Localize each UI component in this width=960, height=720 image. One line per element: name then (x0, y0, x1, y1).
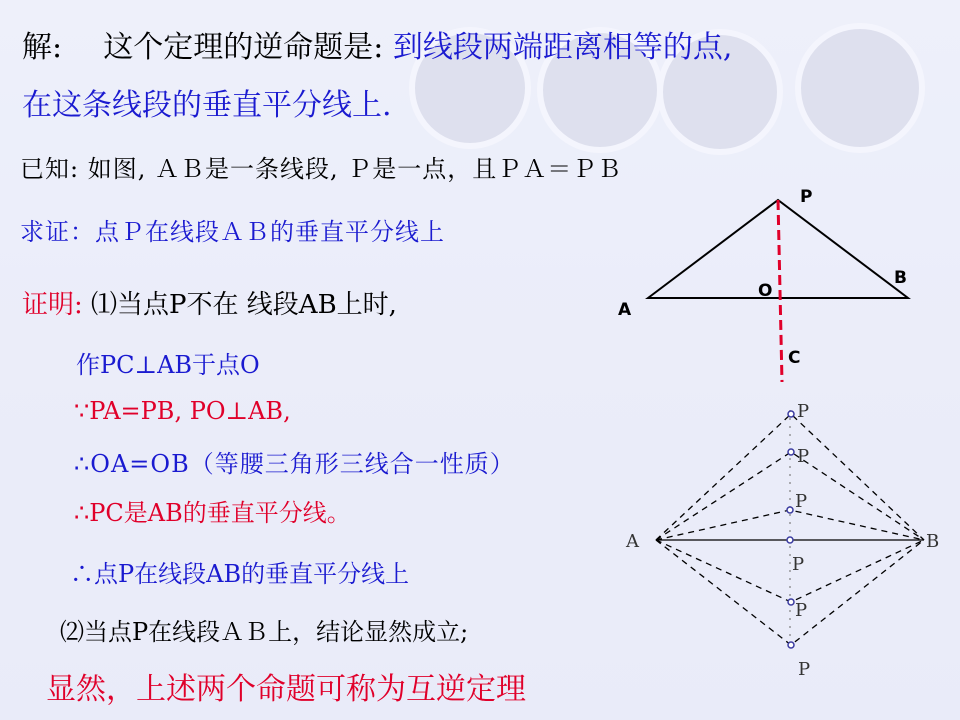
label-p: P (800, 187, 813, 207)
proof-step2: ∵PA=PB, PO⊥AB, (74, 397, 291, 425)
converse-statement: 到线段两端距离相等的点, (392, 30, 733, 65)
point-p (788, 599, 794, 605)
label-p: P (797, 401, 810, 422)
point-p (788, 411, 794, 417)
point-p (787, 507, 793, 513)
case1-text: ⑴当点P不在 线段AB上时, (91, 290, 397, 320)
proof-step5: ∴点P在线段AB的垂直平分线上 (70, 560, 410, 588)
label-p: P (795, 600, 808, 621)
converse-intro: 这个定理的逆命题是: (103, 30, 384, 65)
proof-step4: ∴PC是AB的垂直平分线。 (74, 499, 351, 527)
dashed-path (656, 452, 924, 540)
label-b: B (926, 531, 940, 552)
solution-label: 解: (22, 30, 63, 65)
dashed-path (656, 414, 924, 540)
point-p (787, 537, 793, 543)
proof-case2: ⑵当点P在线段ＡＢ上，结论显然成立; (60, 618, 469, 646)
label-p: P (798, 659, 811, 680)
prove-line: 求证：点Ｐ在线段ＡＢ的垂直平分线上 (20, 218, 445, 246)
point-p (788, 449, 794, 455)
conclusion-line: 显然，上述两个命题可称为互逆定理 (46, 672, 526, 707)
label-p: P (792, 554, 805, 575)
point-p (788, 642, 794, 648)
converse-statement-cont: 在这条线段的垂直平分线上. (22, 88, 392, 123)
label-a: A (626, 531, 639, 552)
label-c: C (788, 348, 801, 368)
proof-step3: ∴OA=OB（等腰三角形三线合一性质） (74, 450, 515, 478)
label-o: O (758, 281, 773, 301)
label-p: P (795, 491, 808, 512)
proof-label: 证明: (22, 290, 83, 320)
label-a: A (618, 300, 632, 320)
proof-step1: 作PC⊥AB于点O (76, 351, 260, 379)
label-p: P (797, 446, 810, 467)
label-b: B (894, 268, 907, 288)
given-line: 已知: 如图, ＡＢ是一条线段, Ｐ是一点，且ＰＡ＝ＰＢ (20, 155, 623, 183)
